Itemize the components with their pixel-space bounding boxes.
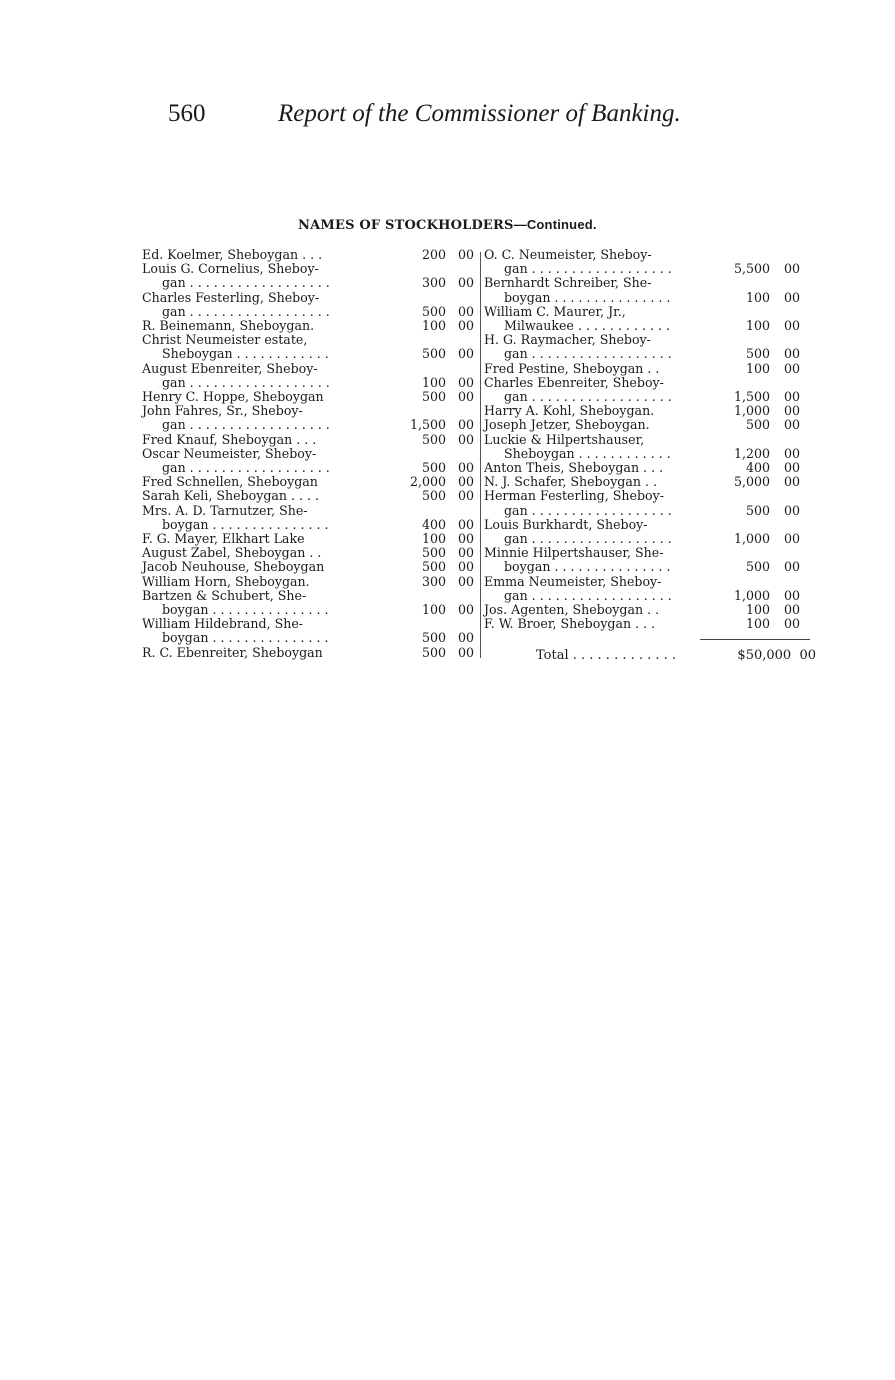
amount-dollars: 500 bbox=[421, 460, 446, 476]
stockholder-name-line: O. C. Neumeister, Sheboy- bbox=[484, 247, 652, 262]
stockholder-name-line: John Fahres, Sr., Sheboy- bbox=[142, 403, 303, 419]
amount-cents: 00 bbox=[783, 389, 800, 405]
stockholder-name bbox=[484, 248, 710, 276]
amount-cents: 00 bbox=[783, 602, 800, 618]
stockholder-name-line: boygan . . . . . . . . . . . . . . . bbox=[162, 630, 329, 646]
amount-dollars: 1,200 bbox=[733, 445, 770, 461]
stockholder-name-line: F. G. Mayer, Elkhart Lake bbox=[142, 531, 305, 547]
stockholder-entry bbox=[142, 262, 474, 290]
stockholder-name bbox=[484, 603, 710, 617]
amount-dollars: 1,500 bbox=[409, 417, 446, 433]
amount-cents: 00 bbox=[783, 587, 800, 603]
stockholder-name-line: boygan . . . . . . . . . . . . . . . bbox=[162, 516, 329, 532]
stockholder-name bbox=[484, 489, 710, 517]
stockholder-name bbox=[142, 575, 398, 589]
stockholder-entry bbox=[484, 333, 820, 361]
stockholder-name-line: N. J. Schafer, Sheboygan . . bbox=[484, 474, 657, 490]
stockholder-entry bbox=[484, 418, 820, 432]
stock-amount bbox=[398, 248, 474, 262]
stock-amount bbox=[710, 575, 820, 603]
stockholder-entry bbox=[484, 376, 820, 404]
stock-amount bbox=[710, 333, 820, 361]
section-title bbox=[298, 217, 597, 233]
amount-cents: 00 bbox=[783, 289, 800, 305]
amount-cents: 00 bbox=[783, 261, 800, 277]
stockholder-name-line: gan . . . . . . . . . . . . . . . . . . bbox=[504, 587, 672, 603]
amount-cents: 00 bbox=[457, 573, 474, 589]
amount-cents: 00 bbox=[783, 474, 800, 490]
stockholder-entry bbox=[142, 560, 474, 574]
stockholder-name-line: gan . . . . . . . . . . . . . . . . . . bbox=[504, 502, 672, 518]
stockholder-name bbox=[484, 333, 710, 361]
stock-amount bbox=[710, 248, 820, 276]
stockholder-name-line: Fred Knauf, Sheboygan . . . bbox=[142, 431, 317, 447]
stockholder-name-line: boygan . . . . . . . . . . . . . . . bbox=[504, 289, 671, 305]
stockholder-entry bbox=[142, 291, 474, 319]
stockholder-name-line: gan . . . . . . . . . . . . . . . . . . bbox=[162, 417, 330, 433]
stock-amount bbox=[710, 489, 820, 517]
stock-amount bbox=[398, 575, 474, 589]
stockholder-name bbox=[484, 575, 710, 603]
stockholders-left-column bbox=[142, 248, 474, 660]
amount-dollars: 400 bbox=[421, 516, 446, 532]
total-row bbox=[536, 648, 816, 663]
stockholder-name bbox=[484, 305, 710, 333]
amount-dollars: 500 bbox=[745, 346, 770, 362]
section-title-text: NAMES OF STOCKHOLDERS bbox=[298, 218, 514, 233]
stockholder-name-line: Harry A. Kohl, Sheboygan. bbox=[484, 403, 655, 419]
stockholder-name-line: Louis G. Cornelius, Sheboy- bbox=[142, 261, 319, 277]
stockholder-name bbox=[142, 532, 398, 546]
stockholder-name bbox=[142, 589, 398, 617]
page-header bbox=[168, 100, 728, 128]
stockholder-name bbox=[142, 489, 398, 503]
total-cents: 00 bbox=[799, 648, 816, 663]
amount-dollars: 500 bbox=[421, 346, 446, 362]
amount-dollars: 100 bbox=[421, 602, 446, 618]
amount-dollars: 500 bbox=[421, 559, 446, 575]
amount-cents: 00 bbox=[457, 417, 474, 433]
stockholder-entry bbox=[142, 504, 474, 532]
stockholder-entry bbox=[484, 248, 820, 276]
stock-amount bbox=[398, 404, 474, 432]
stockholder-entry bbox=[484, 305, 820, 333]
amount-dollars: 100 bbox=[745, 602, 770, 618]
stock-amount bbox=[710, 461, 820, 475]
stockholder-name-line: gan . . . . . . . . . . . . . . . . . . bbox=[504, 531, 672, 547]
amount-cents: 00 bbox=[457, 318, 474, 334]
amount-cents: 00 bbox=[457, 488, 474, 504]
stockholder-entry bbox=[142, 362, 474, 390]
stockholder-entry bbox=[484, 475, 820, 489]
stockholder-name bbox=[484, 617, 710, 631]
stockholder-name bbox=[142, 291, 398, 319]
amount-cents: 00 bbox=[457, 644, 474, 660]
amount-dollars: 500 bbox=[421, 545, 446, 561]
amount-dollars: 500 bbox=[745, 559, 770, 575]
stockholder-entry bbox=[142, 589, 474, 617]
stockholder-name bbox=[142, 560, 398, 574]
stockholder-name-line: Sarah Keli, Sheboygan . . . . bbox=[142, 488, 320, 504]
stock-amount bbox=[710, 305, 820, 333]
stockholder-name-line: gan . . . . . . . . . . . . . . . . . . bbox=[504, 261, 672, 277]
amount-cents: 00 bbox=[783, 346, 800, 362]
stockholder-name-line: R. C. Ebenreiter, Sheboygan bbox=[142, 644, 323, 660]
stock-amount bbox=[398, 489, 474, 503]
stock-amount bbox=[398, 646, 474, 660]
amount-cents: 00 bbox=[457, 275, 474, 291]
stockholder-entry bbox=[142, 447, 474, 475]
stock-amount bbox=[398, 560, 474, 574]
section-continued: —Continued. bbox=[513, 217, 597, 232]
stockholder-name bbox=[142, 433, 398, 447]
stock-amount bbox=[710, 433, 820, 461]
amount-cents: 00 bbox=[783, 403, 800, 419]
stockholder-name-line: Henry C. Hoppe, Sheboygan bbox=[142, 389, 324, 405]
stock-amount bbox=[398, 262, 474, 290]
stock-amount bbox=[398, 433, 474, 447]
stockholder-name-line: gan . . . . . . . . . . . . . . . . . . bbox=[504, 389, 672, 405]
amount-dollars: 100 bbox=[421, 531, 446, 547]
stockholder-name-line: R. Beinemann, Sheboygan. bbox=[142, 318, 315, 334]
stock-amount bbox=[398, 589, 474, 617]
stockholder-name bbox=[142, 404, 398, 432]
stock-amount bbox=[710, 362, 820, 376]
amount-dollars: 500 bbox=[421, 389, 446, 405]
amount-cents: 00 bbox=[783, 460, 800, 476]
amount-dollars: 500 bbox=[745, 502, 770, 518]
stock-amount bbox=[398, 475, 474, 489]
total-label: Total . . . . . . . . . . . . . bbox=[536, 648, 677, 663]
stockholder-name-line: Sheboygan . . . . . . . . . . . . bbox=[504, 445, 671, 461]
stockholder-name-line: Louis Burkhardt, Sheboy- bbox=[484, 516, 648, 532]
stockholder-entry bbox=[142, 248, 474, 262]
stockholder-name bbox=[484, 376, 710, 404]
stockholder-entry bbox=[484, 603, 820, 617]
amount-cents: 00 bbox=[457, 602, 474, 618]
total-dollars: $50,000 bbox=[737, 648, 792, 663]
stockholder-entry bbox=[142, 489, 474, 503]
stockholder-name bbox=[484, 404, 710, 418]
stock-amount bbox=[710, 546, 820, 574]
stockholder-name bbox=[484, 362, 710, 376]
stockholder-entry bbox=[484, 433, 820, 461]
stockholder-name-line: William C. Maurer, Jr., bbox=[484, 303, 626, 319]
stockholder-entry bbox=[142, 532, 474, 546]
stockholder-name-line: Joseph Jetzer, Sheboygan. bbox=[484, 417, 650, 433]
stockholder-name bbox=[484, 276, 710, 304]
stockholder-name-line: boygan . . . . . . . . . . . . . . . bbox=[162, 602, 329, 618]
stock-amount bbox=[398, 447, 474, 475]
stockholder-entry bbox=[484, 362, 820, 376]
amount-cents: 00 bbox=[457, 346, 474, 362]
amount-dollars: 200 bbox=[421, 247, 446, 262]
stockholder-name bbox=[484, 518, 710, 546]
amount-cents: 00 bbox=[457, 374, 474, 390]
amount-dollars: 500 bbox=[421, 630, 446, 646]
amount-dollars: 1,000 bbox=[733, 403, 770, 419]
stock-amount bbox=[710, 276, 820, 304]
stockholder-name bbox=[142, 362, 398, 390]
stockholder-name bbox=[142, 447, 398, 475]
stockholder-name bbox=[142, 617, 398, 645]
stockholder-entry bbox=[484, 617, 820, 631]
stockholder-name bbox=[484, 475, 710, 489]
stockholder-entry bbox=[142, 646, 474, 660]
amount-cents: 00 bbox=[457, 531, 474, 547]
stock-amount bbox=[710, 376, 820, 404]
stockholder-name-line: William Hildebrand, She- bbox=[142, 616, 304, 632]
stockholder-name bbox=[484, 433, 710, 461]
amount-cents: 00 bbox=[457, 516, 474, 532]
stockholder-name-line: Minnie Hilpertshauser, She- bbox=[484, 545, 664, 561]
stockholder-entry bbox=[142, 617, 474, 645]
amount-dollars: 500 bbox=[421, 644, 446, 660]
stockholder-name-line: gan . . . . . . . . . . . . . . . . . . bbox=[504, 346, 672, 362]
amount-dollars: 100 bbox=[421, 374, 446, 390]
amount-dollars: 100 bbox=[421, 318, 446, 334]
stockholder-name bbox=[142, 546, 398, 560]
stockholder-entry bbox=[142, 546, 474, 560]
stockholder-name-line: gan . . . . . . . . . . . . . . . . . . bbox=[162, 460, 330, 476]
stock-amount bbox=[398, 532, 474, 546]
stockholder-name-line: F. W. Broer, Sheboygan . . . bbox=[484, 616, 656, 632]
stock-amount bbox=[398, 319, 474, 333]
amount-cents: 00 bbox=[457, 460, 474, 476]
stockholder-entry bbox=[142, 390, 474, 404]
amount-cents: 00 bbox=[783, 559, 800, 575]
amount-cents: 00 bbox=[457, 474, 474, 490]
stockholder-name-line: Emma Neumeister, Sheboy- bbox=[484, 573, 662, 589]
stockholder-name-line: Herman Festerling, Sheboy- bbox=[484, 488, 664, 504]
amount-dollars: 100 bbox=[745, 289, 770, 305]
stockholder-name bbox=[142, 333, 398, 361]
stockholder-name-line: gan . . . . . . . . . . . . . . . . . . bbox=[162, 303, 330, 319]
stock-amount bbox=[710, 418, 820, 432]
amount-dollars: 2,000 bbox=[409, 474, 446, 490]
stockholder-entry bbox=[142, 575, 474, 589]
amount-cents: 00 bbox=[457, 431, 474, 447]
stock-amount bbox=[710, 518, 820, 546]
stockholder-name-line: gan . . . . . . . . . . . . . . . . . . bbox=[162, 275, 330, 291]
amount-dollars: 500 bbox=[421, 488, 446, 504]
stockholder-name-line: August Zabel, Sheboygan . . bbox=[142, 545, 322, 561]
stockholder-name-line: Jacob Neuhouse, Sheboygan bbox=[142, 559, 325, 575]
amount-dollars: 1,000 bbox=[733, 531, 770, 547]
amount-dollars: 300 bbox=[421, 573, 446, 589]
stockholder-name-line: Bernhardt Schreiber, She- bbox=[484, 275, 652, 291]
stockholder-entry bbox=[142, 404, 474, 432]
stockholder-entry bbox=[484, 276, 820, 304]
stockholder-name-line: Ed. Koelmer, Sheboygan . . . bbox=[142, 247, 323, 262]
amount-cents: 00 bbox=[783, 502, 800, 518]
stockholder-name-line: Christ Neumeister estate, bbox=[142, 332, 308, 348]
amount-cents: 00 bbox=[457, 303, 474, 319]
amount-dollars: 100 bbox=[745, 318, 770, 334]
running-title: Report of the Commissioner of Banking. bbox=[278, 100, 681, 127]
stockholder-name bbox=[142, 390, 398, 404]
amount-dollars: 400 bbox=[745, 460, 770, 476]
stockholder-entry bbox=[484, 461, 820, 475]
amount-cents: 00 bbox=[783, 616, 800, 632]
stockholder-name-line: gan . . . . . . . . . . . . . . . . . . bbox=[162, 374, 330, 390]
stockholder-entry bbox=[142, 319, 474, 333]
stockholder-name-line: H. G. Raymacher, Sheboy- bbox=[484, 332, 651, 348]
amount-cents: 00 bbox=[457, 247, 474, 262]
stock-amount bbox=[398, 390, 474, 404]
stockholder-name-line: Fred Pestine, Sheboygan . . bbox=[484, 360, 660, 376]
amount-dollars: 500 bbox=[421, 431, 446, 447]
amount-dollars: 5,000 bbox=[733, 474, 770, 490]
amount-dollars: 500 bbox=[421, 303, 446, 319]
stockholder-name-line: Charles Ebenreiter, Sheboy- bbox=[484, 374, 664, 390]
amount-cents: 00 bbox=[783, 445, 800, 461]
amount-dollars: 500 bbox=[745, 417, 770, 433]
stockholder-entry bbox=[142, 433, 474, 447]
stockholder-name-line: Charles Festerling, Sheboy- bbox=[142, 289, 320, 305]
stockholder-name-line: boygan . . . . . . . . . . . . . . . bbox=[504, 559, 671, 575]
amount-cents: 00 bbox=[457, 559, 474, 575]
stockholder-name-line: Anton Theis, Sheboygan . . . bbox=[484, 460, 664, 476]
stock-amount bbox=[710, 475, 820, 489]
stock-amount bbox=[398, 362, 474, 390]
stockholder-entry bbox=[484, 489, 820, 517]
amount-cents: 00 bbox=[457, 545, 474, 561]
stockholder-name-line: William Horn, Sheboygan. bbox=[142, 573, 310, 589]
stock-amount bbox=[398, 504, 474, 532]
stockholder-entry bbox=[142, 333, 474, 361]
page-number: 560 bbox=[168, 100, 206, 127]
amount-cents: 00 bbox=[783, 417, 800, 433]
stockholder-entry bbox=[142, 475, 474, 489]
stockholder-name-line: Fred Schnellen, Sheboygan bbox=[142, 474, 318, 490]
stockholder-name bbox=[484, 461, 710, 475]
amount-cents: 00 bbox=[457, 389, 474, 405]
stockholder-name-line: Jos. Agenten, Sheboygan . . bbox=[484, 602, 660, 618]
amount-cents: 00 bbox=[783, 360, 800, 376]
stockholder-name-line: Luckie & Hilpertshauser, bbox=[484, 431, 645, 447]
amount-dollars: 1,000 bbox=[733, 587, 770, 603]
stock-amount bbox=[398, 291, 474, 319]
stockholder-entry bbox=[484, 404, 820, 418]
amount-cents: 00 bbox=[783, 531, 800, 547]
stock-amount bbox=[710, 603, 820, 617]
amount-cents: 00 bbox=[457, 630, 474, 646]
stockholder-entry bbox=[484, 518, 820, 546]
stockholder-name-line: Milwaukee . . . . . . . . . . . . bbox=[504, 318, 670, 334]
stockholder-name bbox=[142, 646, 398, 660]
stock-amount bbox=[710, 617, 820, 631]
stockholder-name bbox=[142, 475, 398, 489]
stockholder-name-line: Sheboygan . . . . . . . . . . . . bbox=[162, 346, 329, 362]
stockholder-name bbox=[142, 319, 398, 333]
amount-dollars: 100 bbox=[745, 360, 770, 376]
stockholder-name-line: Bartzen & Schubert, She- bbox=[142, 587, 307, 603]
amount-dollars: 100 bbox=[745, 616, 770, 632]
stockholder-entry bbox=[484, 575, 820, 603]
amount-cents: 00 bbox=[783, 318, 800, 334]
amount-dollars: 5,500 bbox=[733, 261, 770, 277]
stockholder-name-line: Mrs. A. D. Tarnutzer, She- bbox=[142, 502, 308, 518]
amount-dollars: 300 bbox=[421, 275, 446, 291]
stock-amount bbox=[398, 333, 474, 361]
stock-amount bbox=[710, 404, 820, 418]
column-divider bbox=[480, 252, 481, 658]
stockholder-entry bbox=[484, 546, 820, 574]
stockholder-name bbox=[142, 248, 398, 262]
stockholder-name bbox=[142, 262, 398, 290]
stockholder-name bbox=[484, 546, 710, 574]
stockholder-name bbox=[484, 418, 710, 432]
stockholder-name-line: August Ebenreiter, Sheboy- bbox=[142, 360, 318, 376]
amount-dollars: 1,500 bbox=[733, 389, 770, 405]
stock-amount bbox=[398, 546, 474, 560]
stockholder-name-line: Oscar Neumeister, Sheboy- bbox=[142, 445, 317, 461]
total-value bbox=[737, 648, 816, 663]
stockholder-name bbox=[142, 504, 398, 532]
stock-amount bbox=[398, 617, 474, 645]
stockholders-right-column bbox=[484, 248, 820, 631]
total-rule bbox=[700, 639, 810, 640]
